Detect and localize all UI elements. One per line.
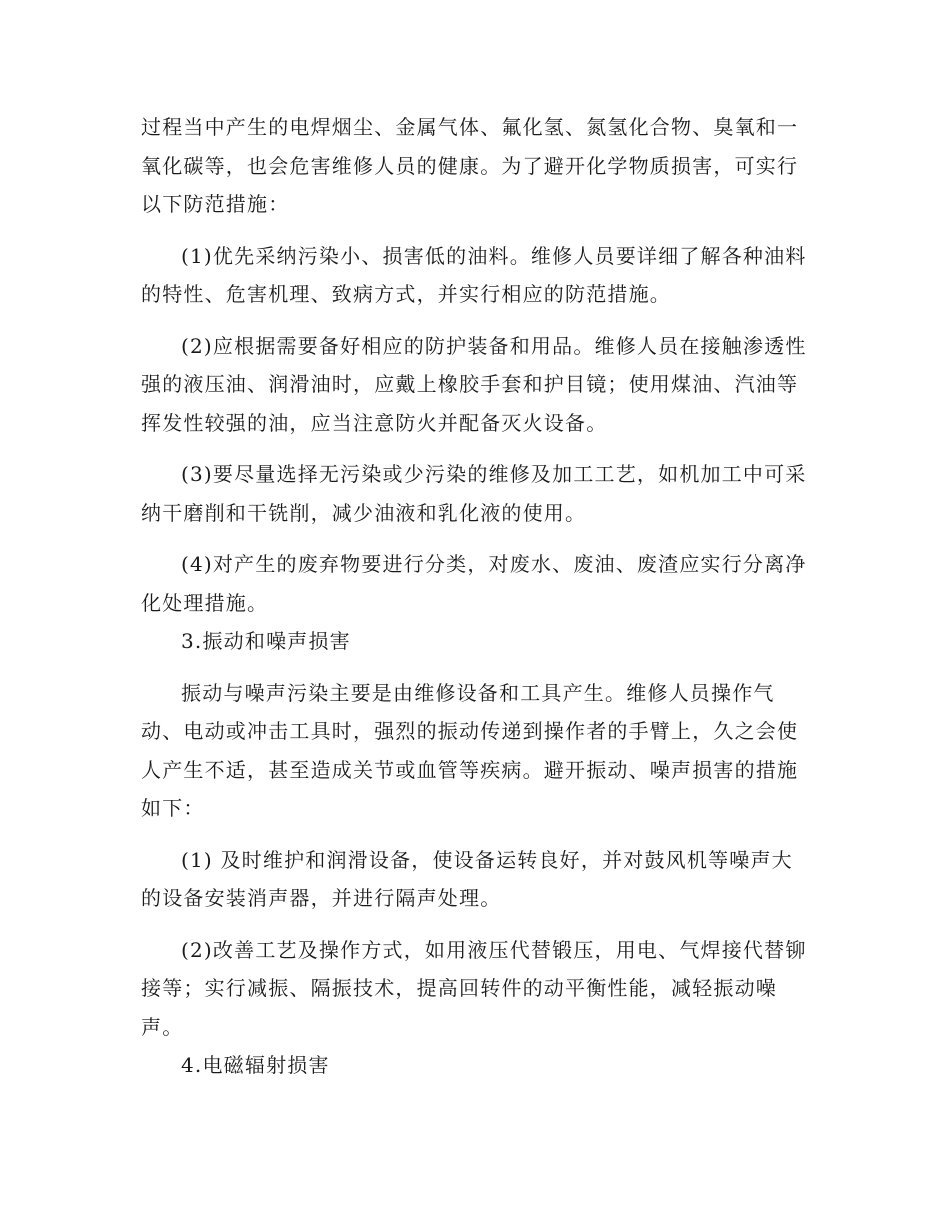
paragraph-measure-1-oils: (1)优先采纳污染小、损害低的油料。维修人员要详细了解各种油料的特性、危害机理、致病方式，并实行相应的防范措施。 [141,243,807,306]
paragraph-vibration-intro: 振动与噪声污染主要是由维修设备和工具产生。维修人员操作气动、电动或冲击工具时，强烈的振动传递到操作者的手臂上，久之会使人产生不适，甚至造成关节或血管等疾病。避开振动、噪声损害的措施如下： [141,680,799,820]
paragraph-measure-4-waste: (4)对产生的废弃物要进行分类，对废水、废油、废渣应实行分离净化处理措施。 [141,552,807,615]
paragraph-measure-3-process: (3)要尽量选择无污染或少污染的维修及加工工艺，如机加工中可采纳干磨削和干铣削，减少油液和乳化液的使用。 [141,462,807,525]
section-heading-vibration-noise: 3.振动和噪声损害 [181,629,351,653]
paragraph-measure-2-protective-gear: (2)应根据需要备好相应的防护装备和用品。维修人员在接触渗透性强的液压油、润滑油时，应戴上橡胶手套和护目镜；使用煤油、汽油等挥发性较强的油，应当注意防火并配备灭火设备。 [141,333,807,435]
document-page [141,108,811,1085]
section-heading-electromagnetic: 4.电磁辐射损害 [181,1053,330,1077]
paragraph-chemical-hazards-intro: 过程当中产生的电焊烟尘、金属气体、氟化氢、氮氢化合物、臭氧和一氧化碳等，也会危害维修人员的健康。为了避开化学物质损害，可实行以下防范措施： [141,115,799,216]
paragraph-vibration-measure-2: (2)改善工艺及操作方式，如用液压代替锻压，用电、气焊接代替铆接等；实行减振、隔振技术，提高回转件的动平衡性能，减轻振动噪声。 [141,937,807,1039]
paragraph-vibration-measure-1: (1) 及时维护和润滑设备，使设备运转良好，并对鼓风机等噪声大的设备安装消声器，并进行隔声处理。 [141,847,793,910]
